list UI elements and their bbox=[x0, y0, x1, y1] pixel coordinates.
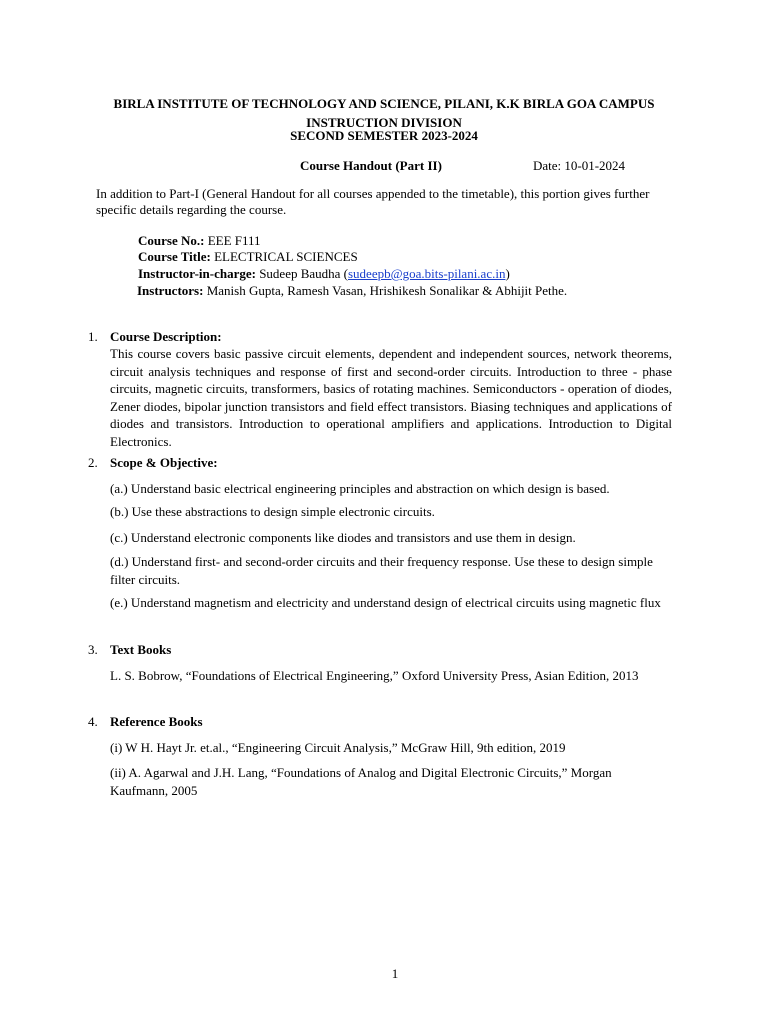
objective-item-b: (b.) Use these abstractions to design simple electronic circuits. bbox=[110, 504, 435, 519]
reference-book-1: (i) W H. Hayt Jr. et.al., “Engineering Circuit Analysis,” McGraw Hill, 9th edition, 2019 bbox=[110, 740, 566, 755]
section-2-title: Scope & Objective: bbox=[110, 455, 218, 470]
objective-item-e: (e.) Understand magnetism and electricity and understand design of electrical circuits using magnetic flux bbox=[110, 595, 661, 610]
objective-item-d: (d.) Understand first- and second-order circuits and their frequency response. Use these to design simple filter circuits. bbox=[110, 554, 653, 587]
section-3-title: Text Books bbox=[110, 642, 172, 657]
course-title-value: ELECTRICAL SCIENCES bbox=[210, 249, 358, 264]
reference-book-2: (ii) A. Agarwal and J.H. Lang, “Foundations of Analog and Digital Electronic Circuits,” Morgan Kaufmann, 2005 bbox=[110, 765, 612, 798]
section-4-number: 4. bbox=[88, 714, 98, 729]
instructors-label: Instructors: bbox=[137, 283, 204, 298]
incharge-label: Instructor-in-charge: bbox=[138, 266, 256, 281]
instructors-value: Manish Gupta, Ramesh Vasan, Hrishikesh Sonalikar & Abhijit Pethe. bbox=[203, 283, 568, 298]
incharge-close: ) bbox=[505, 266, 510, 281]
course-no bbox=[138, 232, 261, 249]
instructors bbox=[137, 282, 567, 299]
course-title-label: Course Title: bbox=[138, 249, 211, 264]
objective-item-a: (a.) Understand basic electrical engineering principles and abstraction on which design is based. bbox=[110, 481, 610, 496]
incharge-name: Sudeep Baudha ( bbox=[255, 266, 348, 281]
institute-title: BIRLA INSTITUTE OF TECHNOLOGY AND SCIENCE, PILANI, K.K BIRLA GOA CAMPUS bbox=[113, 96, 655, 111]
course-title bbox=[138, 248, 358, 265]
course-description: This course covers basic passive circuit elements, dependent and independent sources, network theorems, circuit analysis techniques and response of first and second-order circuits. Introduction to three - phase circuits, magnetic circuits, transformers, basics of rotating machines. Semiconductors - operation of diodes, Zener diodes, bipolar junction transistors and field effect transistors. Biasing techniques and applications of diodes and transistors. Introduction to operational amplifiers and applications. Introduction to Digital Electronics. bbox=[110, 346, 672, 449]
incharge-email-link[interactable]: sudeepb@goa.bits-pilani.ac.in bbox=[348, 266, 506, 281]
section-1-title: Course Description: bbox=[110, 329, 222, 344]
page-number: 1 bbox=[391, 966, 399, 981]
intro-paragraph: In addition to Part-I (General Handout for all courses appended to the timetable), this portion gives further specific details regarding the course. bbox=[96, 186, 650, 217]
semester-title: SECOND SEMESTER 2023-2024 bbox=[290, 128, 478, 143]
instructor-in-charge bbox=[138, 265, 510, 282]
course-no-label: Course No.: bbox=[138, 233, 205, 248]
section-2-number: 2. bbox=[88, 455, 98, 470]
handout-title: Course Handout (Part II) bbox=[300, 158, 442, 173]
section-4-title: Reference Books bbox=[110, 714, 203, 729]
course-no-value: EEE F111 bbox=[204, 233, 261, 248]
section-1-number: 1. bbox=[88, 329, 98, 344]
section-3-number: 3. bbox=[88, 642, 98, 657]
division-title: INSTRUCTION DIVISION bbox=[306, 115, 462, 130]
text-book-entry: L. S. Bobrow, “Foundations of Electrical Engineering,” Oxford University Press, Asian Edition, 2013 bbox=[110, 668, 639, 683]
objective-item-c: (c.) Understand electronic components like diodes and transistors and use them in design. bbox=[110, 530, 576, 545]
handout-date: Date: 10-01-2024 bbox=[533, 158, 626, 173]
